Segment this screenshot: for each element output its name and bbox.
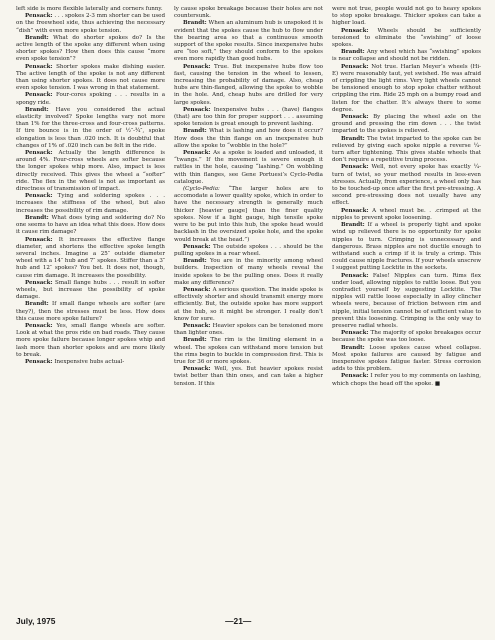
paragraph [174,64,323,107]
speaker-name: Pensack: [341,373,369,380]
speaker-name: Brandt: [183,128,207,135]
article-body [16,6,481,614]
paragraph [332,164,481,207]
paragraph-text: The outside spokes . . . should be the pulling spokes in a rear wheel. [174,243,323,257]
speaker-name: Pensack: [341,330,369,337]
speaker-name: Pensack: [183,243,211,250]
paragraph [332,330,481,344]
paragraph-text: A serious question. The inside spoke is effectively shorter and should transmit energy more efficiently. But, the outside spoke has more support at the hub, so it might be stronger. I really don’t know for sure. [174,286,323,322]
paragraph [174,337,323,366]
paragraph-text: “The larger holes are to accomodate a lower quality spoke, which in order to have the necessary strength is generally much thicker [heavier gauge] than the finer quality spokes. Now if a light gauge, high tensile spoke were to be put into this hub, the spoke head would backlash in the oversized spoke hole, and the spoke would break at the head.”) [174,186,323,243]
column-2 [174,6,323,614]
speaker-name: Pensack: [341,164,369,171]
paragraph [174,258,323,287]
paragraph-text: Well, yes. But heavier spokes resist twist better than thin ones, and can take a higher tension. If this [174,366,323,387]
paragraph [332,136,481,165]
speaker-name: Pensack: [183,150,211,157]
speaker-name: Brandt: [183,258,207,265]
paragraph-text: What do shorter spokes do? Is the active length of the spoke any different when using shorter spokes? How then does this cause “more even spoke tension”? [16,34,165,63]
speaker-name: Pensack: [183,322,211,329]
speaker-name: Brandt: [183,337,207,344]
paragraph [16,359,165,366]
paragraph [16,6,165,13]
paragraph-text: I refer you to my comments on lashing, which chops the head off the spoke. ■ [332,373,481,387]
page-number: —21— [225,616,252,626]
paragraph [16,107,165,150]
paragraph-text: If a wheel is properly tight and spoke wind up relieved there is no opportunity for spoke nipples to turn. Crimping is unnecessary and dangerous. Brass nipples are not ductile enough to withstand such a crimp if it is truly a crimp. This could cause nipple fractures. If your wheels unscrew I suggest putting Locktite in the sockets. [332,222,481,272]
speaker-name: Pensack: [341,27,369,34]
paragraph [174,107,323,129]
paragraph [332,273,481,331]
speaker-name: Brandt: [25,214,49,221]
paragraph [174,244,323,258]
paragraph-text: were not true, people would not go to heavy spokes to stop spoke breakage. Thicker spokes can take a higher load. [332,6,481,27]
paragraph-text: Wheels should be sufficiently tensioned to eliminate the “swishing” of loose spokes. [332,27,481,49]
speaker-name: Brandt: [341,135,365,142]
paragraph-text: You are in the minority among wheel builders. Inspection of many wheels reveal the inside spokes to be the pulling ones. Does it really make any difference? [174,258,323,286]
paragraph-text: When an aluminum hub is unspoked it is evident that the spokes cause the hub to flow under the bearing area so that a continuous smooth support of the spoke results. Since inexpensive hubs are “too soft,” they should conform to the spokes even more rapidly than good hubs. [174,20,323,63]
speaker-name: Pensack: [25,279,53,286]
paragraph-text: Yes, small flange wheels are softer. Look at what the pros ride on bad roads. They cause more spoke failure because longer spokes whip and lash more than shorter spokes and are more likely to break. [16,322,165,358]
paragraph [16,64,165,93]
paragraph [332,114,481,136]
paragraph [16,193,165,215]
speaker-name: Pensack: [183,286,211,293]
paragraph [174,323,323,337]
speaker-name: Pensack: [183,63,211,70]
paragraph-text: Tying and soldering spokes . . . increases the stiffness of the wheel, but also increases the possibility of rim damage. [16,193,165,214]
paragraph [332,345,481,374]
paragraph [332,208,481,222]
paragraph-text: By placing the wheel axle on the ground and pressing the rim down . . . the twist imparted to the spokes is relieved. [332,114,481,135]
paragraph [174,186,323,244]
speaker-name: Pensack: [183,106,211,113]
speaker-name: Brandt: [25,106,49,113]
paragraph [16,92,165,106]
paragraph [174,150,323,186]
speaker-name: Brandt: [183,20,207,27]
paragraph-text: Loose spokes cause wheel collapse. Most spoke failures are caused by fatigue and inexpensive spokes fatigue faster. Stress corrosion adds to this problem. [332,344,481,373]
paragraph-text: False! Nipples can turn. Rims flex under load, allowing nipples to rattle loose. But you contradict yourself by suggesting Locktite. The nipples will rattle loose especially in alloy clincher wheels were, because of friction between rim and nipple, initial tension cannot be of sufficient value to prevent this loosening. Crimping is the only way to preserve radial wheels. [332,272,481,329]
issue-date: July, 1975 [16,616,56,626]
speaker-name: Pensack: [183,366,211,373]
paragraph [174,366,323,388]
paragraph [174,128,323,150]
paragraph [332,6,481,28]
paragraph [174,20,323,63]
paragraph-text: Actually the length difference is around 4%. Four-cross wheels are softer because the longer spokes whip more. Also, impact is less directly received. This gives the wheel a “softer” ride. The flex in the wheel is not as important as directness of transmission of impact. [16,150,165,193]
page-footer [16,616,481,626]
paragraph [332,64,481,114]
speaker-name: Pensack: [25,322,53,329]
paragraph [332,373,481,387]
speaker-name: Pensack: [341,272,369,279]
speaker-name: Brandt: [341,222,365,229]
paragraph [16,215,165,237]
paragraph [332,49,481,63]
paragraph [16,150,165,193]
paragraph-text: True. But inexpensive hubs flow too fast, causing the tension in the wheel to lessen, increasing the probability of damage. Also, cheap hubs are thin-flanged, allowing the spoke to wobble in the hole. And, cheap hubs are drilled for very large spokes. [174,63,323,106]
speaker-name: Pensack: [341,207,369,214]
speaker-name: Brandt: [25,34,49,41]
speaker-name: Pensack: [25,150,53,157]
paragraph-text: The twist imparted to the spoke can be relieved by giving each spoke nipple a reverse ¼-turn after tightening. This gives stable wheels that don’t require a repetitive truing process. [332,135,481,164]
paragraph-text: Well, not every spoke has exactly ¼-turn of twist, so your method results in less-even stresses. Actually, from experience, a wheel only has to be touched-up once after the first pre-stressing. A second pre-stressing does not usually have any effect. [332,164,481,207]
paragraph [16,13,165,35]
paragraph-text: A wheel must be. . .crimped at the nipples to prevent spoke loosening. [332,207,481,221]
paragraph [332,28,481,50]
paragraph-text: . . . spokes 2-3 mm shorter can be used on the freewheel side, thus achieving the necessary “dish” with even more spoke tension. [16,13,165,34]
paragraph [16,301,165,323]
paragraph-text: As a spoke is loaded and unloaded, it “twangs.” If the movement is severe enough it rattles in the hole, causing “lashing.” On wobbling with thin flanges, see Gene Portuesi’s Cyclo-Pedia catalogue. [174,150,323,185]
speaker-name: Pensack: [341,63,369,70]
speaker-name: Pensack: [25,236,53,243]
paragraph-text: Shorter spokes make dishing easier. The active length of the spoke is not any different than using shorter spokes. It does not cause more even spoke tension. I was wrong in that statement. [16,63,165,92]
paragraph [174,6,323,20]
speaker-name: Pensack: [25,92,53,99]
column-1 [16,6,165,614]
speaker-name: Pensack: [25,193,53,200]
paragraph [332,222,481,272]
speaker-name: Brandt: [341,49,365,56]
paragraph-text: left side is more flexible laterally and corners funny. [16,6,163,12]
paragraph-text: Any wheel which has “swishing” spokes is near collapse and should not be ridden. [332,49,481,63]
column-3 [332,6,481,614]
paragraph-text: The majority of spoke breakages occur because the spoke was too loose. [332,330,481,344]
speaker-name: Pensack: [341,114,369,121]
paragraph-text: Four-cores spoking . . . results in a spongy ride. [16,92,165,106]
paragraph-text: If small flange wheels are softer (are they?), then the stresses must be less. How does this cause more spoke failure? [16,301,165,322]
speaker-name: Brandt: [25,301,49,308]
paragraph-text: It increases the effective flange diameter, and shortens the effective spoke length several inches. Imagine a 25″ outside diameter wheel with a 14″ hub and 7″ spokes. Stiffer than a 3″ hub and 12″ spokes? You bet. It does not, though, cause rim damage. It increases the possibility. [16,236,165,279]
paragraph-text: What is lashing and how does it occur? How does the thin flange on an inexpensive hub allow the spoke to “wobble in the hole?” [174,128,323,149]
paragraph-text: Not true. Harlan Meyer’s wheels (Hi-E) were reasonably taut, yet swished. He was afraid of crippling the light rims. Very light wheels cannot be tensioned enough to stop spoke chatter without crippling the rim. Ride 25 mph on a bumpy road and listen for the chatter. It’s always there to some degree. [332,63,481,113]
paragraph [16,237,165,280]
paragraph-text: Inexpensive hubs actual- [54,358,125,365]
paragraph-text: Inexpensive hubs . . . (have) flanges (that) are too thin for proper support . . . assuming spoke tension is great enough to prevent lashing. [174,106,323,128]
paragraph-text: Small flange hubs . . . result in softer wheels, but increase the possibility of spoke damage. [16,279,165,301]
paragraph [16,323,165,359]
paragraph [16,280,165,302]
source-citation: (Cyclo-Pedia: [183,186,220,193]
paragraph-text: Have you considered the actual elasticity involved? Spoke lengths vary not more than 1% for the three-cross and four-cross patterns. If tire bounce is in the order of ½″-¾″, spoke elongation is less than .020 inch. It is doubtful that changes of 1% of .020 inch can be felt in the ride. [16,106,165,149]
paragraph-text: ly cause spoke breakage because their holes are not countersunk. [174,6,323,20]
speaker-name: Pensack: [25,63,53,70]
speaker-name: Pensack: [25,13,53,20]
speaker-name: Brandt: [341,344,365,351]
paragraph-text: What does tying and soldering do? No one seems to have an idea what this does. How does it cause rim damage? [16,214,165,236]
paragraph-text: The rim is the limiting element in a wheel. The spokes can withstand more tension but the rims begin to buckle in compression first. This is true for 36 or more spokes. [174,337,323,365]
paragraph [16,35,165,64]
speaker-name: Pensack: [25,358,53,365]
paragraph-text: Heavier spokes can be tensioned more than lighter ones. [174,322,323,337]
paragraph [174,287,323,323]
